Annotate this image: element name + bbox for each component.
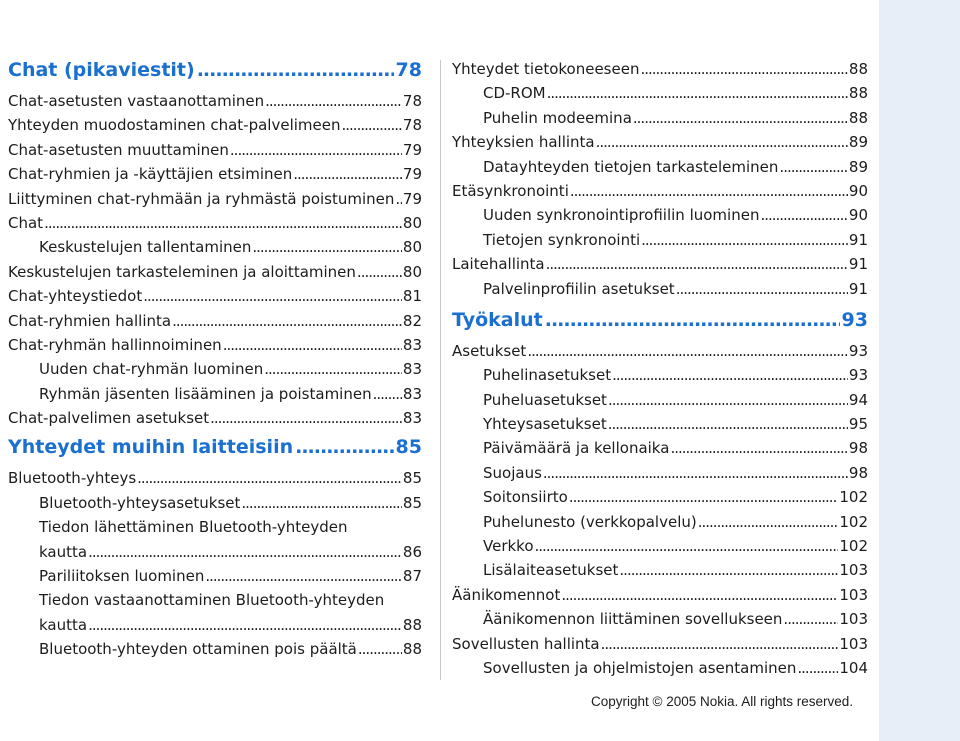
dot-leader	[561, 583, 838, 607]
toc-subentry[interactable]	[452, 203, 868, 227]
toc-subentry[interactable]	[452, 155, 868, 179]
entry-page-number: 88	[848, 108, 868, 127]
entry-title: Chat	[8, 213, 44, 232]
toc-subentry[interactable]	[452, 363, 868, 387]
entry-page-number: 91	[848, 279, 868, 298]
entry-title: Keskustelujen tallentaminen	[39, 238, 252, 257]
dot-leader	[210, 406, 402, 430]
dot-leader	[205, 564, 402, 588]
toc-subentry[interactable]	[452, 228, 868, 252]
entry-title: Soitonsiirto	[483, 488, 568, 507]
entry-title: Asetukset	[452, 341, 527, 360]
entry-page-number: 79	[402, 189, 422, 208]
entry-title: CD-ROM	[483, 84, 546, 103]
entry-title: Chat-ryhmien hallinta	[8, 311, 172, 330]
dot-leader	[633, 106, 848, 130]
entry-page-number: 87	[402, 567, 422, 586]
entry-page-number: 82	[402, 311, 422, 330]
toc-entry[interactable]	[452, 632, 868, 656]
entry-page-number: 83	[402, 409, 422, 428]
dot-leader	[797, 656, 838, 680]
dot-leader	[230, 138, 402, 162]
toc-subentry[interactable]	[452, 388, 868, 412]
toc-entry[interactable]	[8, 406, 422, 430]
entry-page-number: 80	[402, 262, 422, 281]
entry-page-number: 88	[848, 60, 868, 78]
entry-title: Verkko	[483, 537, 534, 556]
toc-subentry[interactable]	[452, 436, 868, 460]
dot-leader	[543, 461, 848, 485]
copyright-notice: Copyright © 2005 Nokia. All rights reserved.	[591, 694, 854, 709]
toc-subentry[interactable]	[452, 510, 868, 534]
dot-leader	[88, 540, 402, 564]
entry-title: Laitehallinta	[452, 255, 545, 274]
entry-title: Puhelin modeemina	[483, 108, 632, 127]
entry-title: Bluetooth-yhteys	[8, 469, 137, 488]
entry-page-number: 86	[402, 542, 422, 561]
entry-title: Etäsynkronointi	[452, 181, 569, 200]
dot-leader	[342, 113, 402, 137]
dot-leader	[545, 307, 840, 333]
entry-title: Uuden synkronointiprofiilin luominen	[483, 206, 760, 225]
dot-leader	[197, 57, 394, 83]
entry-page-number: 95	[848, 415, 868, 434]
section-title: Työkalut	[452, 308, 543, 331]
entry-title: Keskustelujen tarkasteleminen ja aloittaminen	[8, 262, 356, 281]
toc-right-column	[452, 57, 868, 680]
toc-entry[interactable]	[8, 588, 422, 637]
column-divider	[440, 60, 441, 680]
entry-page-number: 88	[848, 84, 868, 103]
toc-subentry[interactable]	[8, 382, 422, 406]
dot-leader	[535, 534, 839, 558]
entry-title: Palvelinprofiilin asetukset	[483, 279, 675, 298]
entry-page-number: 88	[402, 640, 422, 659]
entry-title: kautta	[39, 615, 88, 634]
dot-leader	[172, 309, 402, 333]
entry-page-number: 102	[839, 512, 868, 531]
entry-title-line: Tiedon vastaanottaminen Bluetooth-yhteyden	[39, 591, 385, 610]
dot-leader	[137, 466, 402, 490]
entry-page-number: 103	[839, 561, 868, 580]
toc-entry[interactable]	[8, 284, 422, 308]
entry-title: Datayhteyden tietojen tarkasteleminen	[483, 157, 779, 176]
dot-leader	[252, 235, 402, 259]
entry-page-number: 91	[848, 255, 868, 274]
entry-title: Puheluasetukset	[483, 390, 607, 409]
entry-page-number: 85	[402, 493, 422, 512]
entry-page-number: 78	[402, 116, 422, 135]
entry-title: Sovellusten hallinta	[452, 634, 600, 653]
toc-entry[interactable]	[8, 211, 422, 235]
entry-title: Tietojen synkronointi	[483, 230, 641, 249]
toc-subentry[interactable]	[8, 235, 422, 259]
entry-title: Suojaus	[483, 463, 542, 482]
dot-leader	[670, 436, 847, 460]
toc-entry[interactable]	[8, 466, 422, 490]
toc-entry[interactable]	[452, 57, 868, 81]
entry-page-number: 78	[402, 92, 422, 110]
dot-leader	[640, 57, 847, 81]
entry-title: Chat-asetusten muuttaminen	[8, 140, 229, 159]
toc-entry[interactable]	[8, 113, 422, 137]
entry-title: Uuden chat-ryhmän luominen	[39, 360, 264, 379]
dot-leader	[612, 363, 848, 387]
toc-entry[interactable]	[452, 339, 868, 363]
entry-page-number: 104	[839, 658, 868, 677]
dot-leader	[783, 607, 838, 631]
dot-leader	[779, 155, 847, 179]
entry-title: Äänikomennot	[452, 585, 561, 604]
toc-subentry[interactable]	[452, 534, 868, 558]
entry-page-number: 79	[402, 165, 422, 184]
toc-entry[interactable]	[452, 179, 868, 203]
entry-page-number: 90	[848, 206, 868, 225]
toc-entry[interactable]	[8, 515, 422, 564]
entry-title-line: Tiedon lähettäminen Bluetooth-yhteyden	[39, 518, 348, 537]
dot-leader	[601, 632, 839, 656]
toc-subentry[interactable]	[452, 607, 868, 631]
entry-page-number: 98	[848, 439, 868, 458]
toc-section-heading[interactable]	[8, 434, 422, 460]
entry-title: Yhteyden muodostaminen chat-palvelimeen	[8, 116, 341, 135]
entry-page-number: 93	[848, 341, 868, 360]
section-page-number: 93	[841, 308, 868, 331]
section-page-number: 85	[395, 436, 422, 459]
toc-entry[interactable]	[452, 130, 868, 154]
entry-page-number: 79	[402, 140, 422, 159]
entry-page-number: 88	[402, 615, 422, 634]
dot-leader	[569, 485, 839, 509]
toc-entry[interactable]	[8, 260, 422, 284]
toc-section-heading[interactable]	[452, 307, 868, 333]
dot-leader	[44, 211, 402, 235]
entry-title: kautta	[39, 542, 88, 561]
entry-title: Bluetooth-yhteyden ottaminen pois päältä	[39, 640, 357, 659]
entry-title: Chat-ryhmien ja -käyttäjien etsiminen	[8, 165, 293, 184]
entry-title: Äänikomennon liittäminen sovellukseen	[483, 610, 783, 629]
toc-entry[interactable]	[8, 162, 422, 186]
dot-leader	[760, 203, 847, 227]
entry-title: Chat-asetusten vastaanottaminen	[8, 92, 265, 110]
entry-page-number: 102	[839, 537, 868, 556]
entry-page-number: 94	[848, 390, 868, 409]
toc-subentry[interactable]	[452, 412, 868, 436]
dot-leader	[373, 382, 402, 406]
entry-page-number: 85	[402, 469, 422, 488]
toc-subentry[interactable]	[452, 277, 868, 301]
dot-leader	[143, 284, 402, 308]
entry-title: Chat-yhteystiedot	[8, 287, 143, 306]
toc-entry[interactable]	[8, 333, 422, 357]
dot-leader	[608, 412, 848, 436]
dot-leader	[88, 613, 402, 637]
dot-leader	[641, 228, 848, 252]
toc-subentry[interactable]	[8, 564, 422, 588]
toc-left-column	[8, 57, 422, 662]
toc-entry[interactable]	[8, 187, 422, 211]
toc-subentry[interactable]	[8, 491, 422, 515]
toc-entry[interactable]	[452, 583, 868, 607]
entry-title: Yhteysasetukset	[483, 415, 607, 434]
dot-leader	[241, 491, 402, 515]
dot-leader	[619, 558, 838, 582]
entry-page-number: 81	[402, 287, 422, 306]
entry-title: Lisälaiteasetukset	[483, 561, 619, 580]
toc-subentry[interactable]	[452, 485, 868, 509]
dot-leader	[698, 510, 839, 534]
dot-leader	[357, 260, 402, 284]
dot-leader	[527, 339, 848, 363]
dot-leader	[223, 333, 402, 357]
entry-title: Ryhmän jäsenten lisääminen ja poistaminen	[39, 384, 372, 403]
entry-title: Chat-palvelimen asetukset	[8, 409, 210, 428]
section-page-number: 78	[395, 59, 422, 81]
entry-title: Bluetooth-yhteysasetukset	[39, 493, 241, 512]
entry-title: Puhelunesto (verkkopalvelu)	[483, 512, 697, 531]
dot-leader	[295, 434, 393, 460]
entry-title: Sovellusten ja ohjelmistojen asentaminen	[483, 658, 797, 677]
entry-title: Yhteyksien hallinta	[452, 133, 595, 152]
dot-leader	[546, 252, 848, 276]
toc-entry[interactable]	[8, 309, 422, 333]
entry-page-number: 83	[402, 384, 422, 403]
dot-leader	[293, 162, 402, 186]
entry-page-number: 91	[848, 230, 868, 249]
dot-leader	[265, 89, 402, 113]
toc-subentry[interactable]	[452, 656, 868, 680]
entry-title: Päivämäärä ja kellonaika	[483, 439, 670, 458]
toc-subentry[interactable]	[8, 637, 422, 661]
toc-subentry[interactable]	[452, 106, 868, 130]
entry-page-number: 90	[848, 181, 868, 200]
entry-page-number: 98	[848, 463, 868, 482]
dot-leader	[547, 81, 848, 105]
toc-subentry[interactable]	[8, 357, 422, 381]
entry-page-number: 89	[848, 157, 868, 176]
page-edge-band	[879, 0, 960, 741]
entry-page-number: 103	[839, 610, 868, 629]
entry-page-number: 102	[839, 488, 868, 507]
dot-leader	[676, 277, 848, 301]
entry-page-number: 89	[848, 133, 868, 152]
entry-page-number: 80	[402, 213, 422, 232]
entry-title: Chat-ryhmän hallinnoiminen	[8, 335, 222, 354]
entry-page-number: 93	[848, 366, 868, 385]
section-title: Yhteydet muihin laitteisiin	[8, 436, 294, 459]
entry-page-number: 83	[402, 335, 422, 354]
toc-entry[interactable]	[8, 89, 422, 113]
dot-leader	[596, 130, 848, 154]
entry-page-number: 103	[839, 585, 868, 604]
dot-leader	[358, 637, 402, 661]
entry-title: Liittyminen chat-ryhmään ja ryhmästä poistuminen	[8, 189, 395, 208]
toc-entry[interactable]	[452, 252, 868, 276]
dot-leader	[395, 187, 401, 211]
entry-title: Puhelinasetukset	[483, 366, 612, 385]
dot-leader	[264, 357, 402, 381]
toc-entry[interactable]	[8, 138, 422, 162]
toc-subentry[interactable]	[452, 461, 868, 485]
toc-section-heading[interactable]	[8, 57, 422, 83]
toc-subentry[interactable]	[452, 81, 868, 105]
toc-subentry[interactable]	[452, 558, 868, 582]
section-title: Chat (pikaviestit)	[8, 59, 195, 81]
entry-title: Yhteydet tietokoneeseen	[452, 60, 640, 78]
entry-page-number: 103	[839, 634, 868, 653]
entry-page-number: 83	[402, 360, 422, 379]
dot-leader	[570, 179, 848, 203]
entry-title: Pariliitoksen luominen	[39, 567, 205, 586]
dot-leader	[608, 388, 848, 412]
entry-page-number: 80	[402, 238, 422, 257]
